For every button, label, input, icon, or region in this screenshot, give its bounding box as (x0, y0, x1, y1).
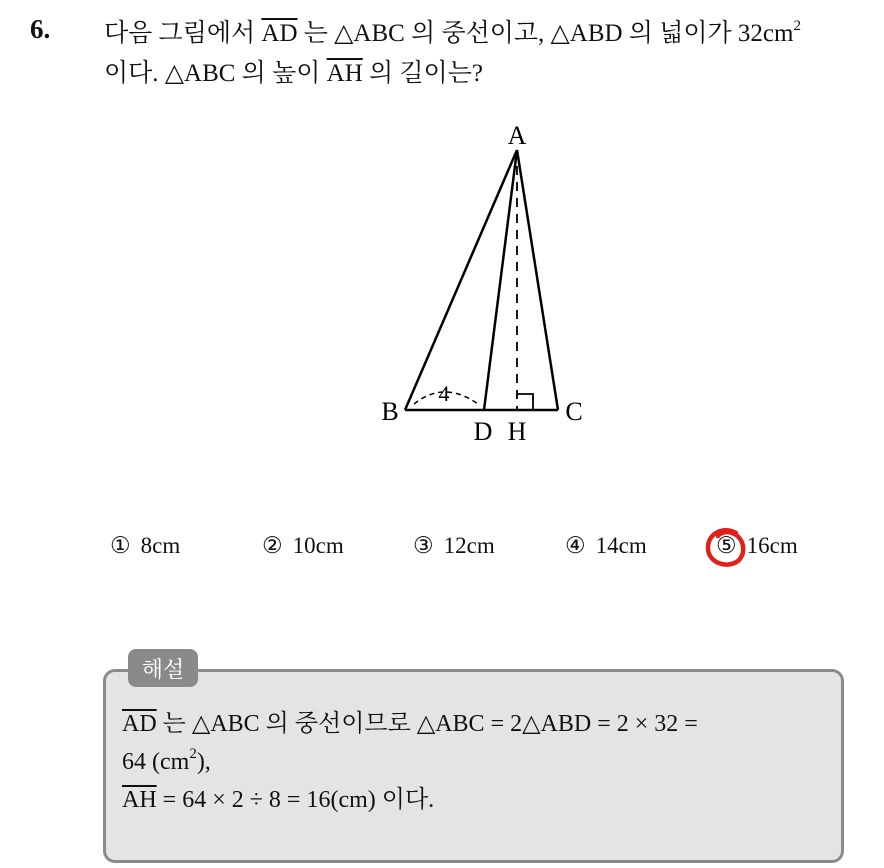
choice-number: ④ (565, 533, 586, 558)
bd-length-label: 4 (438, 381, 450, 406)
segment-ad: $\overline{AD}$ (261, 20, 298, 47)
question-text-part: 의 길이는? (369, 60, 483, 87)
vertex-c-label: C (565, 397, 583, 426)
choice-1[interactable] (110, 533, 180, 559)
answer-choices (110, 533, 830, 569)
vertex-a-label: A (507, 121, 527, 150)
question-text-part: 는 △ABC 의 중선이고, △ABD 의 넓이가 32cm (303, 20, 794, 47)
choice-text: 14cm (595, 533, 647, 558)
solution-text-part: ), (196, 749, 211, 775)
question-line-1 (104, 14, 864, 54)
segment-ah: $\overline{AH}$ (122, 787, 157, 813)
choice-5[interactable] (716, 533, 798, 559)
segment-ah: $\overline{AH}$ (326, 60, 363, 87)
point-d-label: D (473, 417, 493, 446)
triangle-figure (360, 118, 620, 458)
segment-ad: $\overline{AD}$ (122, 711, 157, 737)
right-angle-mark (517, 394, 533, 410)
point-h-label: H (507, 417, 527, 446)
question-text (104, 14, 864, 94)
solution-line-2 (122, 743, 832, 781)
choice-number: ⑤ (716, 533, 737, 558)
choice-3[interactable] (413, 533, 495, 559)
superscript: 2 (189, 746, 197, 762)
choice-number: ③ (413, 533, 434, 558)
choice-text: 8cm (140, 533, 181, 558)
choice-text: 10cm (292, 533, 344, 558)
side-ac (517, 150, 558, 410)
question-line-2 (104, 54, 864, 94)
choice-number: ① (110, 533, 131, 558)
choice-number: ② (262, 533, 283, 558)
question-number: 6. (30, 14, 51, 44)
choice-text: 16cm (746, 533, 798, 558)
superscript: 2 (793, 18, 801, 34)
solution-tag: 해설 (128, 649, 198, 687)
solution-text-part: 64 (cm (122, 749, 190, 775)
solution-line-3 (122, 781, 832, 819)
question-text-part: 다음 그림에서 (104, 20, 256, 47)
solution-text (122, 705, 832, 819)
choice-4[interactable] (565, 533, 647, 559)
solution-line-1 (122, 705, 832, 743)
vertex-b-label: B (381, 397, 399, 426)
choice-2[interactable] (262, 533, 344, 559)
question-text-part: 이다. △ABC 의 높이 (104, 60, 321, 87)
solution-text-part: 는 △ABC 의 중선이므로 △ABC = 2△ABD = 2 × 32 = (162, 711, 698, 737)
solution-text-part: = 64 × 2 ÷ 8 = 16(cm) 이다. (162, 787, 435, 813)
choice-text: 12cm (443, 533, 495, 558)
